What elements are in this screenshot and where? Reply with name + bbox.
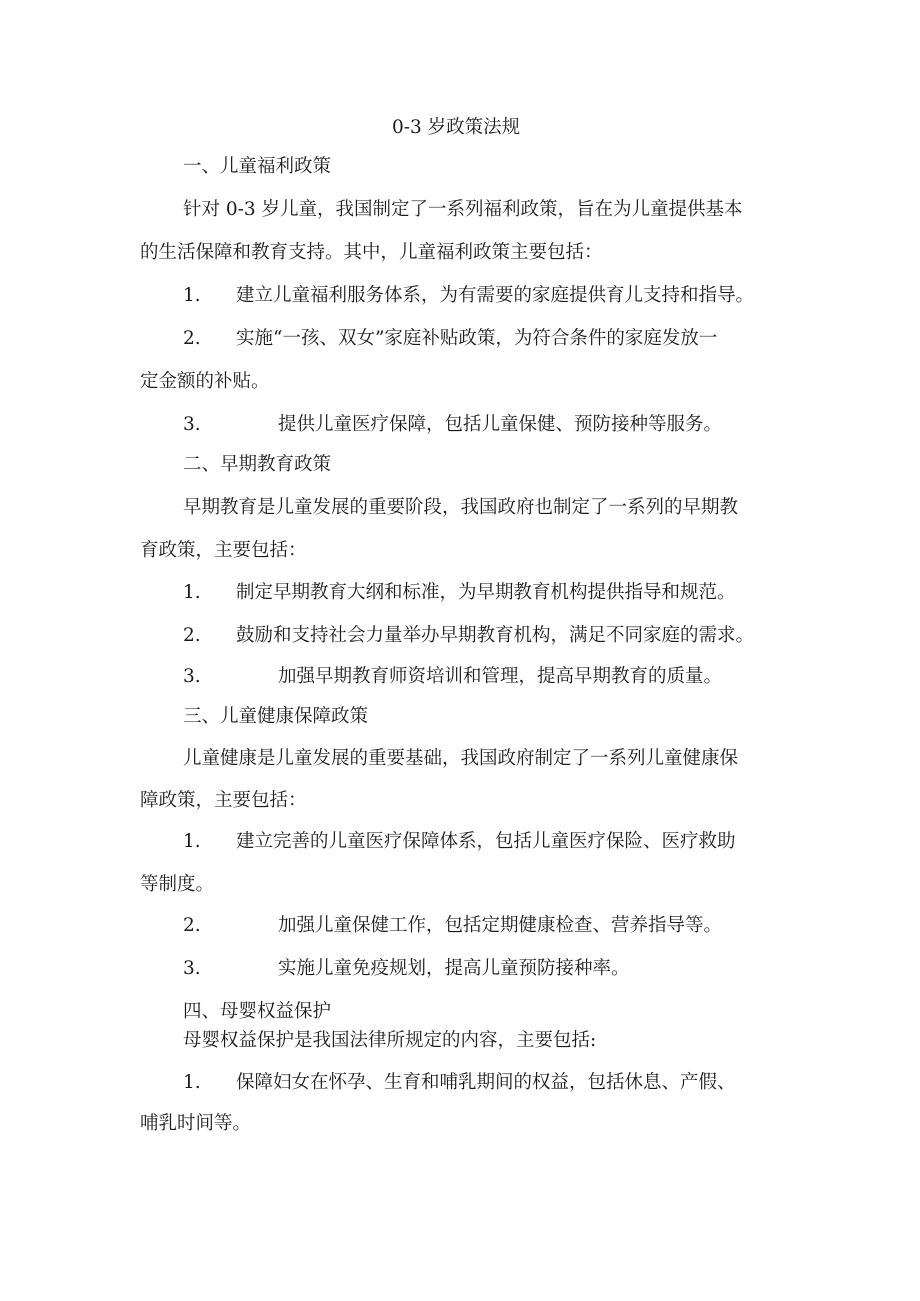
- list-number: 1.: [183, 582, 201, 603]
- list-item-text: 实施“一孩、双女”家庭补贴政策，为符合条件的家庭发放一: [236, 328, 718, 349]
- paragraph-line: 障政策，主要包括：: [140, 790, 307, 811]
- paragraph-line: 儿童健康是儿童发展的重要基础，我国政府制定了一系列儿童健康保: [183, 748, 739, 769]
- list-number: 2.: [183, 328, 201, 349]
- list-number: 1.: [183, 831, 201, 852]
- list-item-text: 鼓励和支持社会力量举办早期教育机构，满足不同家庭的需求。: [236, 625, 755, 646]
- list-item-text: 定金额的补贴。: [140, 371, 270, 392]
- list-number: 2.: [183, 915, 201, 936]
- list-number: 1.: [183, 1072, 201, 1093]
- list-item-text: 提供儿童医疗保障，包括儿童保健、预防接种等服务。: [278, 414, 723, 435]
- section-heading: 二、早期教育政策: [183, 454, 332, 475]
- list-item-text: 加强早期教育师资培训和管理，提高早期教育的质量。: [278, 666, 723, 687]
- list-item-text: 加强儿童保健工作，包括定期健康检查、营养指导等。: [278, 915, 723, 936]
- paragraph-line: 针对 0-3 岁儿童，我国制定了一系列福利政策，旨在为儿童提供基本: [183, 199, 743, 220]
- list-number: 3.: [183, 958, 201, 979]
- list-item-text: 制定早期教育大纲和标准，为早期教育机构提供指导和规范。: [236, 582, 736, 603]
- list-item-text: 建立儿童福利服务体系，为有需要的家庭提供育儿支持和指导。: [236, 285, 755, 306]
- paragraph-line: 母婴权益保护是我国法律所规定的内容，主要包括:: [183, 1030, 597, 1051]
- paragraph-line: 育政策，主要包括：: [140, 540, 307, 561]
- list-item-text: 哺乳时间等。: [140, 1113, 252, 1134]
- list-number: 3.: [183, 666, 201, 687]
- section-heading: 四、母婴权益保护: [183, 1001, 332, 1022]
- paragraph-line: 的生活保障和教育支持。其中，儿童福利政策主要包括：: [140, 242, 603, 263]
- list-number: 3.: [183, 414, 201, 435]
- list-number: 2.: [183, 625, 201, 646]
- list-number: 1.: [183, 285, 201, 306]
- list-item-text: 实施儿童免疫规划，提高儿童预防接种率。: [278, 958, 630, 979]
- section-heading: 三、儿童健康保障政策: [183, 706, 369, 727]
- list-item-text: 建立完善的儿童医疗保障体系，包括儿童医疗保险、医疗救助: [236, 831, 736, 852]
- section-heading: 一、儿童福利政策: [183, 156, 332, 177]
- paragraph-line: 早期教育是儿童发展的重要阶段，我国政府也制定了一系列的早期教: [183, 497, 739, 518]
- list-item-text: 等制度。: [140, 874, 215, 895]
- list-item-text: 保障妇女在怀孕、生育和哺乳期间的权益，包括休息、产假、: [236, 1072, 736, 1093]
- document-title: 0-3 岁政策法规: [392, 117, 521, 138]
